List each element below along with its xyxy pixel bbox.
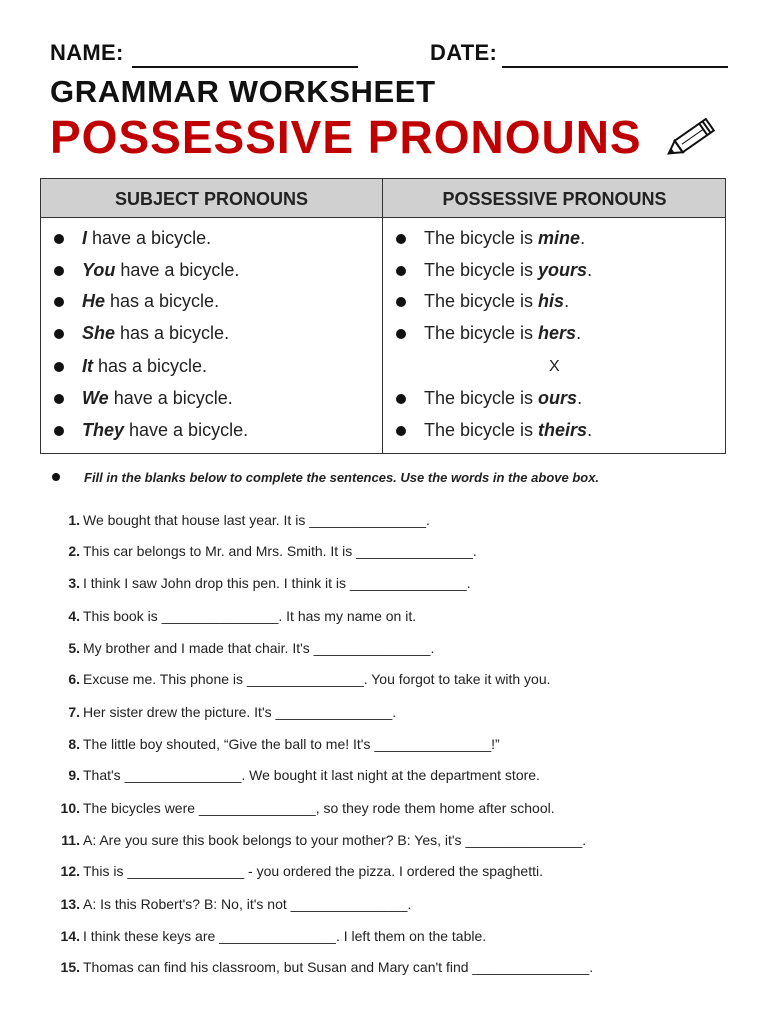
bullet-icon bbox=[54, 297, 64, 307]
date-label: DATE: bbox=[430, 40, 498, 65]
question-item: 9. That's _______________. We bought it last night at the department store. bbox=[68, 767, 540, 783]
bullet-icon bbox=[396, 329, 406, 339]
instructions-text: Fill in the blanks below to complete the sentences. Use the words in the above box. bbox=[84, 470, 600, 485]
worksheet-topic: POSSESSIVE PRONOUNS bbox=[50, 111, 642, 163]
question-item: 15. Thomas can find his classroom, but Susan and Mary can't find _______________. bbox=[60, 959, 594, 975]
question-item: 13. A: Is this Robert's? B: No, it's not _______________. bbox=[60, 896, 412, 912]
bullet-icon bbox=[54, 394, 64, 404]
question-item: 10. The bicycles were _______________, so they rode them home after school. bbox=[60, 800, 555, 816]
question-item: 6. Excuse me. This phone is _______________. You forgot to take it with you. bbox=[68, 671, 551, 687]
column-divider bbox=[382, 179, 383, 453]
name-label: NAME: bbox=[50, 40, 124, 65]
bullet-icon bbox=[52, 473, 60, 481]
bullet-icon bbox=[396, 234, 406, 244]
bullet-icon bbox=[396, 297, 406, 307]
question-item: 3. I think I saw John drop this pen. I think it is _______________. bbox=[68, 575, 471, 591]
question-item: 1. We bought that house last year. It is _______________. bbox=[68, 512, 430, 528]
question-item: 8. The little boy shouted, “Give the ball to me! It's _______________!” bbox=[68, 736, 500, 752]
subject-pronouns-header: SUBJECT PRONOUNS bbox=[114, 189, 309, 209]
bullet-icon bbox=[54, 426, 64, 436]
bullet-icon bbox=[54, 362, 64, 372]
bullet-icon bbox=[54, 329, 64, 339]
bullet-icon bbox=[396, 266, 406, 276]
no-possessive-x-mark: X bbox=[549, 358, 560, 375]
date-field[interactable] bbox=[502, 66, 728, 68]
bullet-icon bbox=[396, 394, 406, 404]
question-item: 5. My brother and I made that chair. It's _______________. bbox=[68, 640, 435, 656]
bullet-icon bbox=[396, 426, 406, 436]
pronoun-table: SUBJECT PRONOUNS POSSESSIVE PRONOUNS I have a bicycle. You have a bicycle. He has a bicycle. She has a bicycle. It has a bicycle. We have a bicycle. They have a bicycle. The bicycle is mine. The bicycle is yours. The bicycle is his. The bicycle is hers. X The bicycle is ours. The bicycle is theirs. bbox=[40, 178, 726, 454]
question-item: 11. A: Are you sure this book belongs to your mother? B: Yes, it's _______________. bbox=[61, 832, 587, 848]
question-item: 7. Her sister drew the picture. It's _______________. bbox=[68, 704, 397, 720]
question-item: 14. I think these keys are _______________. I left them on the table. bbox=[60, 928, 487, 944]
pencil-icon bbox=[662, 112, 726, 162]
name-field[interactable] bbox=[132, 66, 358, 68]
worksheet-title: GRAMMAR WORKSHEET bbox=[50, 74, 436, 109]
question-item: 4. This book is _______________. It has my name on it. bbox=[68, 608, 417, 624]
worksheet-header bbox=[50, 40, 730, 70]
bullet-icon bbox=[54, 266, 64, 276]
question-item: 12. This is _______________ - you ordered the pizza. I ordered the spaghetti. bbox=[60, 863, 543, 879]
possessive-pronouns-header: POSSESSIVE PRONOUNS bbox=[442, 189, 667, 209]
bullet-icon bbox=[54, 234, 64, 244]
question-item: 2. This car belongs to Mr. and Mrs. Smith. It is _______________. bbox=[68, 543, 477, 559]
